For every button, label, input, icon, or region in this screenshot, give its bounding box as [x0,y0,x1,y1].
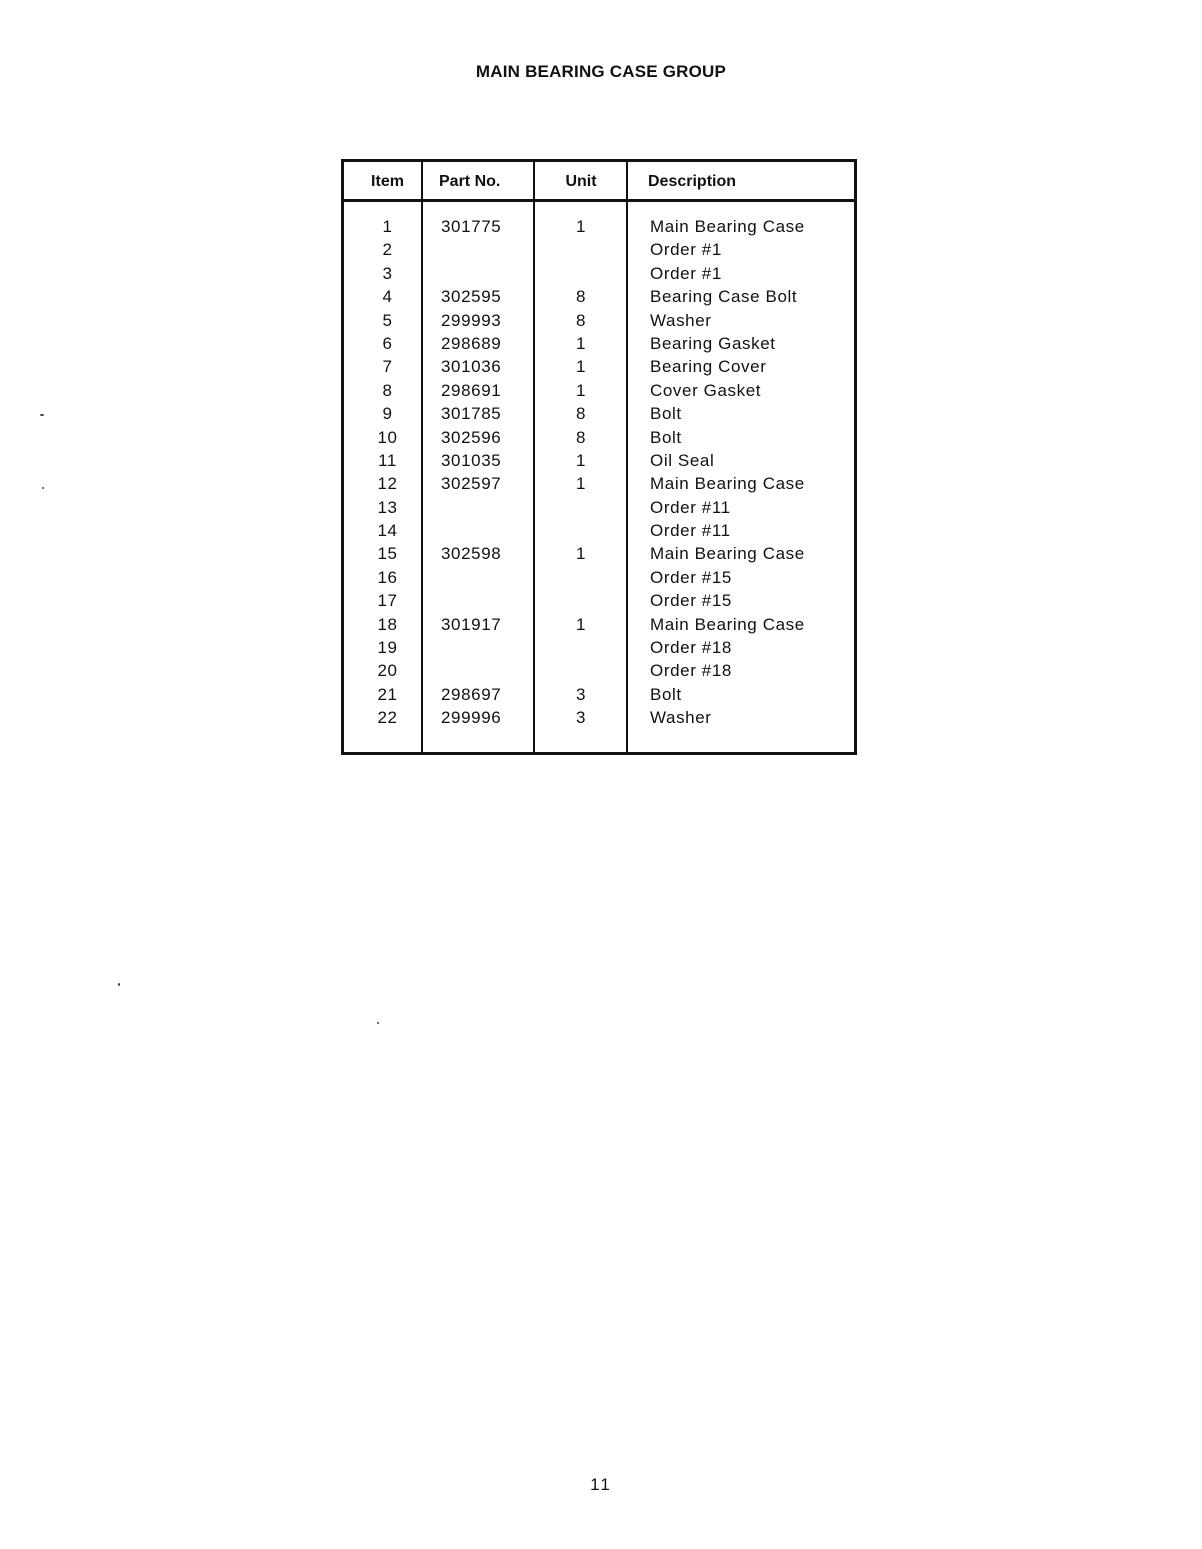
table-row [344,357,854,380]
cell-part-no: 298691 [441,380,502,400]
cell-item: 2 [382,240,393,260]
cell-item: 6 [382,333,393,353]
cell-unit: 8 [575,427,587,447]
cell-description: Bolt [650,404,682,424]
cell-description: Main Bearing Case [650,614,805,634]
cell-description: Main Bearing Case [650,474,805,494]
cell-description: Order #15 [650,591,732,611]
cell-part-no: 298697 [441,684,502,704]
table-row [344,287,854,310]
cell-item: 17 [377,591,398,611]
cell-unit: 3 [575,708,587,728]
cell-unit: 1 [575,544,587,564]
cell-item: 14 [377,521,398,541]
table-row [344,381,854,404]
cell-description: Cover Gasket [650,380,762,400]
cell-description: Order #11 [650,497,731,517]
cell-item: 19 [377,638,398,658]
cell-unit: 1 [575,333,587,353]
cell-description: Order #11 [650,521,731,541]
cell-description: Oil Seal [650,450,715,470]
table-body [344,217,854,732]
table-row [344,428,854,451]
cell-description: Order #18 [650,661,732,681]
table-row [344,544,854,567]
cell-unit: 1 [575,357,587,377]
cell-unit: 8 [575,310,587,330]
cell-unit: 1 [575,474,587,494]
table-row [344,311,854,334]
cell-item: 5 [382,310,393,330]
table-row [344,661,854,684]
scan-speck [42,487,44,489]
table-row [344,217,854,240]
cell-description: Washer [650,310,712,330]
cell-part-no: 299993 [441,310,502,330]
cell-unit: 1 [575,380,587,400]
cell-unit: 3 [575,684,587,704]
cell-part-no: 301036 [441,357,502,377]
scan-speck [40,414,44,416]
cell-item: 9 [382,404,393,424]
cell-part-no: 301035 [441,450,502,470]
table-row [344,591,854,614]
table-row [344,615,854,638]
header-item: Item [371,173,404,190]
cell-item: 18 [377,614,398,634]
page-number: 11 [590,1475,612,1494]
cell-description: Bearing Case Bolt [650,287,798,307]
cell-description: Bolt [650,684,682,704]
header-part-no: Part No. [439,173,501,190]
cell-item: 3 [382,263,393,283]
cell-item: 21 [377,684,398,704]
cell-unit: 8 [575,404,587,424]
cell-item: 20 [377,661,398,681]
cell-item: 11 [378,450,397,470]
cell-item: 4 [382,287,393,307]
cell-item: 1 [382,217,393,236]
scan-speck [118,983,120,986]
cell-item: 10 [377,427,398,447]
cell-part-no: 302595 [441,287,502,307]
header-unit: Unit [565,173,597,190]
cell-part-no: 301785 [441,404,502,424]
table-row [344,685,854,708]
cell-description: Main Bearing Case [650,217,805,236]
cell-description: Bolt [650,427,682,447]
cell-description: Main Bearing Case [650,544,805,564]
table-row [344,334,854,357]
cell-description: Bearing Gasket [650,333,776,353]
cell-part-no: 299996 [441,708,502,728]
table-row [344,451,854,474]
table-row [344,638,854,661]
table-row [344,498,854,521]
scan-speck [377,1022,379,1024]
cell-item: 12 [377,474,398,494]
cell-unit: 1 [575,217,587,236]
parts-table [341,159,857,755]
cell-description: Order #18 [650,638,732,658]
cell-unit: 1 [575,450,587,470]
cell-part-no: 302598 [441,544,502,564]
table-row [344,568,854,591]
cell-description: Washer [650,708,712,728]
cell-description: Order #15 [650,567,732,587]
table-row [344,708,854,731]
header-description: Description [648,173,737,190]
cell-item: 16 [377,567,398,587]
cell-part-no: 298689 [441,333,502,353]
cell-item: 22 [377,708,398,728]
table-row [344,240,854,263]
cell-description: Order #1 [650,240,722,260]
cell-unit: 8 [575,287,587,307]
cell-item: 8 [382,380,393,400]
cell-item: 7 [382,357,393,377]
table-row [344,474,854,497]
table-row [344,404,854,427]
cell-description: Order #1 [650,263,722,283]
cell-part-no: 302597 [441,474,502,494]
cell-item: 15 [377,544,398,564]
table-row [344,521,854,544]
cell-part-no: 302596 [441,427,502,447]
cell-part-no: 301917 [441,614,502,634]
cell-unit: 1 [575,614,587,634]
cell-item: 13 [377,497,398,517]
cell-description: Bearing Cover [650,357,767,377]
header-divider [344,199,854,202]
cell-part-no: 301775 [441,217,502,236]
table-row [344,264,854,287]
page-title: MAIN BEARING CASE GROUP [475,62,727,81]
